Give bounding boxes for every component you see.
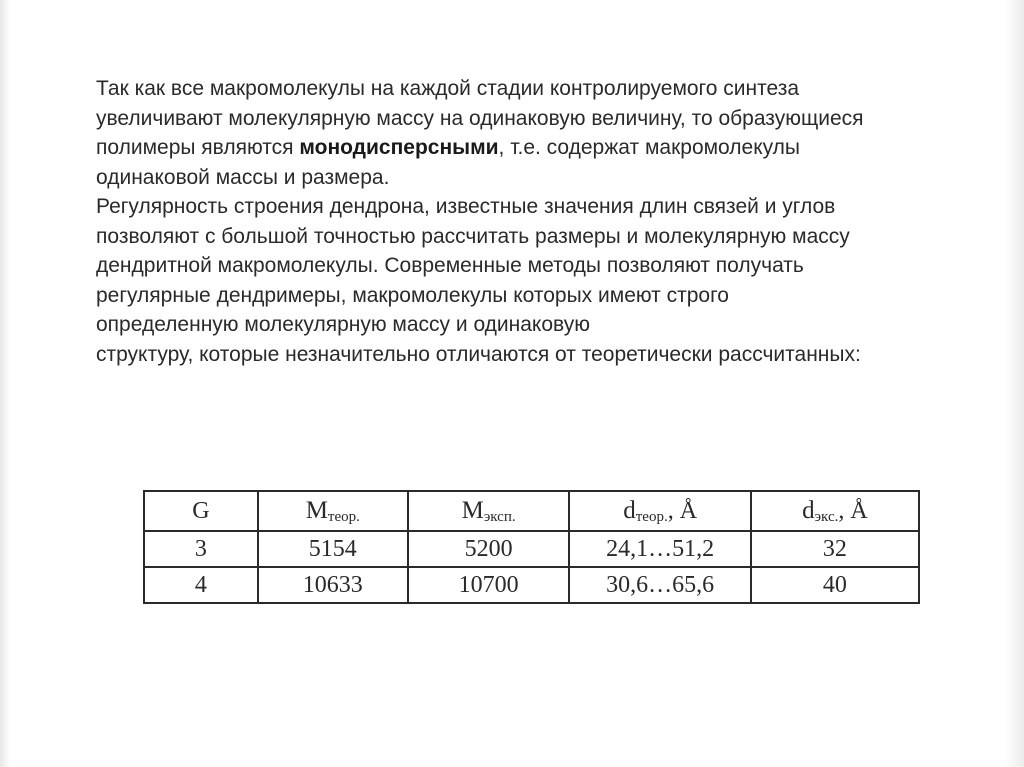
slide-edge-right [1004, 0, 1024, 767]
cell-m-exp: 5200 [408, 531, 570, 567]
header-m-theor: $M_{теор.}$ [258, 491, 408, 531]
cell-d-exp: 40 [751, 567, 919, 603]
body-paragraph [96, 74, 996, 369]
text-line-1: Так как все макромолекулы на каждой стадии контролируемого синтеза [96, 77, 800, 100]
cell-m-theor: 5154 [258, 531, 408, 567]
cell-g: 4 [144, 567, 258, 603]
bold-term-monodisperse: монодисперсными [299, 136, 499, 159]
cell-d-exp: 32 [751, 531, 919, 567]
cell-d-theor: 24,1…51,2 [569, 531, 750, 567]
header-g: G [144, 491, 258, 531]
table-row [144, 567, 919, 603]
cell-m-exp: 10700 [408, 567, 570, 603]
dendrimer-data-table [143, 490, 920, 604]
header-m-exp: $M_{эксп.}$ [408, 491, 570, 531]
table-row [144, 531, 919, 567]
text-line-7: дендритной макромолекулы. Современные методы позволяют получать [96, 254, 804, 277]
header-d-exp: $d_{экс.}$, Å [751, 491, 919, 531]
cell-d-theor: 30,6…65,6 [569, 567, 750, 603]
cell-m-theor: 10633 [258, 567, 408, 603]
table-header-row [144, 491, 919, 531]
cell-g: 3 [144, 531, 258, 567]
text-line-3 [96, 133, 996, 163]
text-line-2: увеличивают молекулярную массу на одинаковую величину, то образующиеся [96, 106, 864, 130]
slide-edge-left [0, 0, 10, 767]
header-d-theor: $d_{теор.}$, Å [569, 491, 750, 531]
text-line-5: Регулярность строения дендрона, известные значения длин связей и углов [96, 195, 836, 218]
text-line-6: позволяют с большой точностью рассчитать размеры и молекулярную массу [96, 224, 850, 248]
text-line-8: регулярные дендримеры, макромолекулы которых имеют строго [96, 283, 729, 307]
text-line-4: одинаковой массы и размера. [96, 165, 390, 189]
text-line-3-end: , т.е. содержат макромолекулы [498, 136, 801, 159]
text-line-10: структуру, которые незначительно отличаются от теоретически рассчитанных: [96, 342, 861, 366]
text-line-3-start: полимеры являются [96, 136, 300, 159]
text-line-9: определенную молекулярную массу и одинаковую [96, 313, 590, 336]
